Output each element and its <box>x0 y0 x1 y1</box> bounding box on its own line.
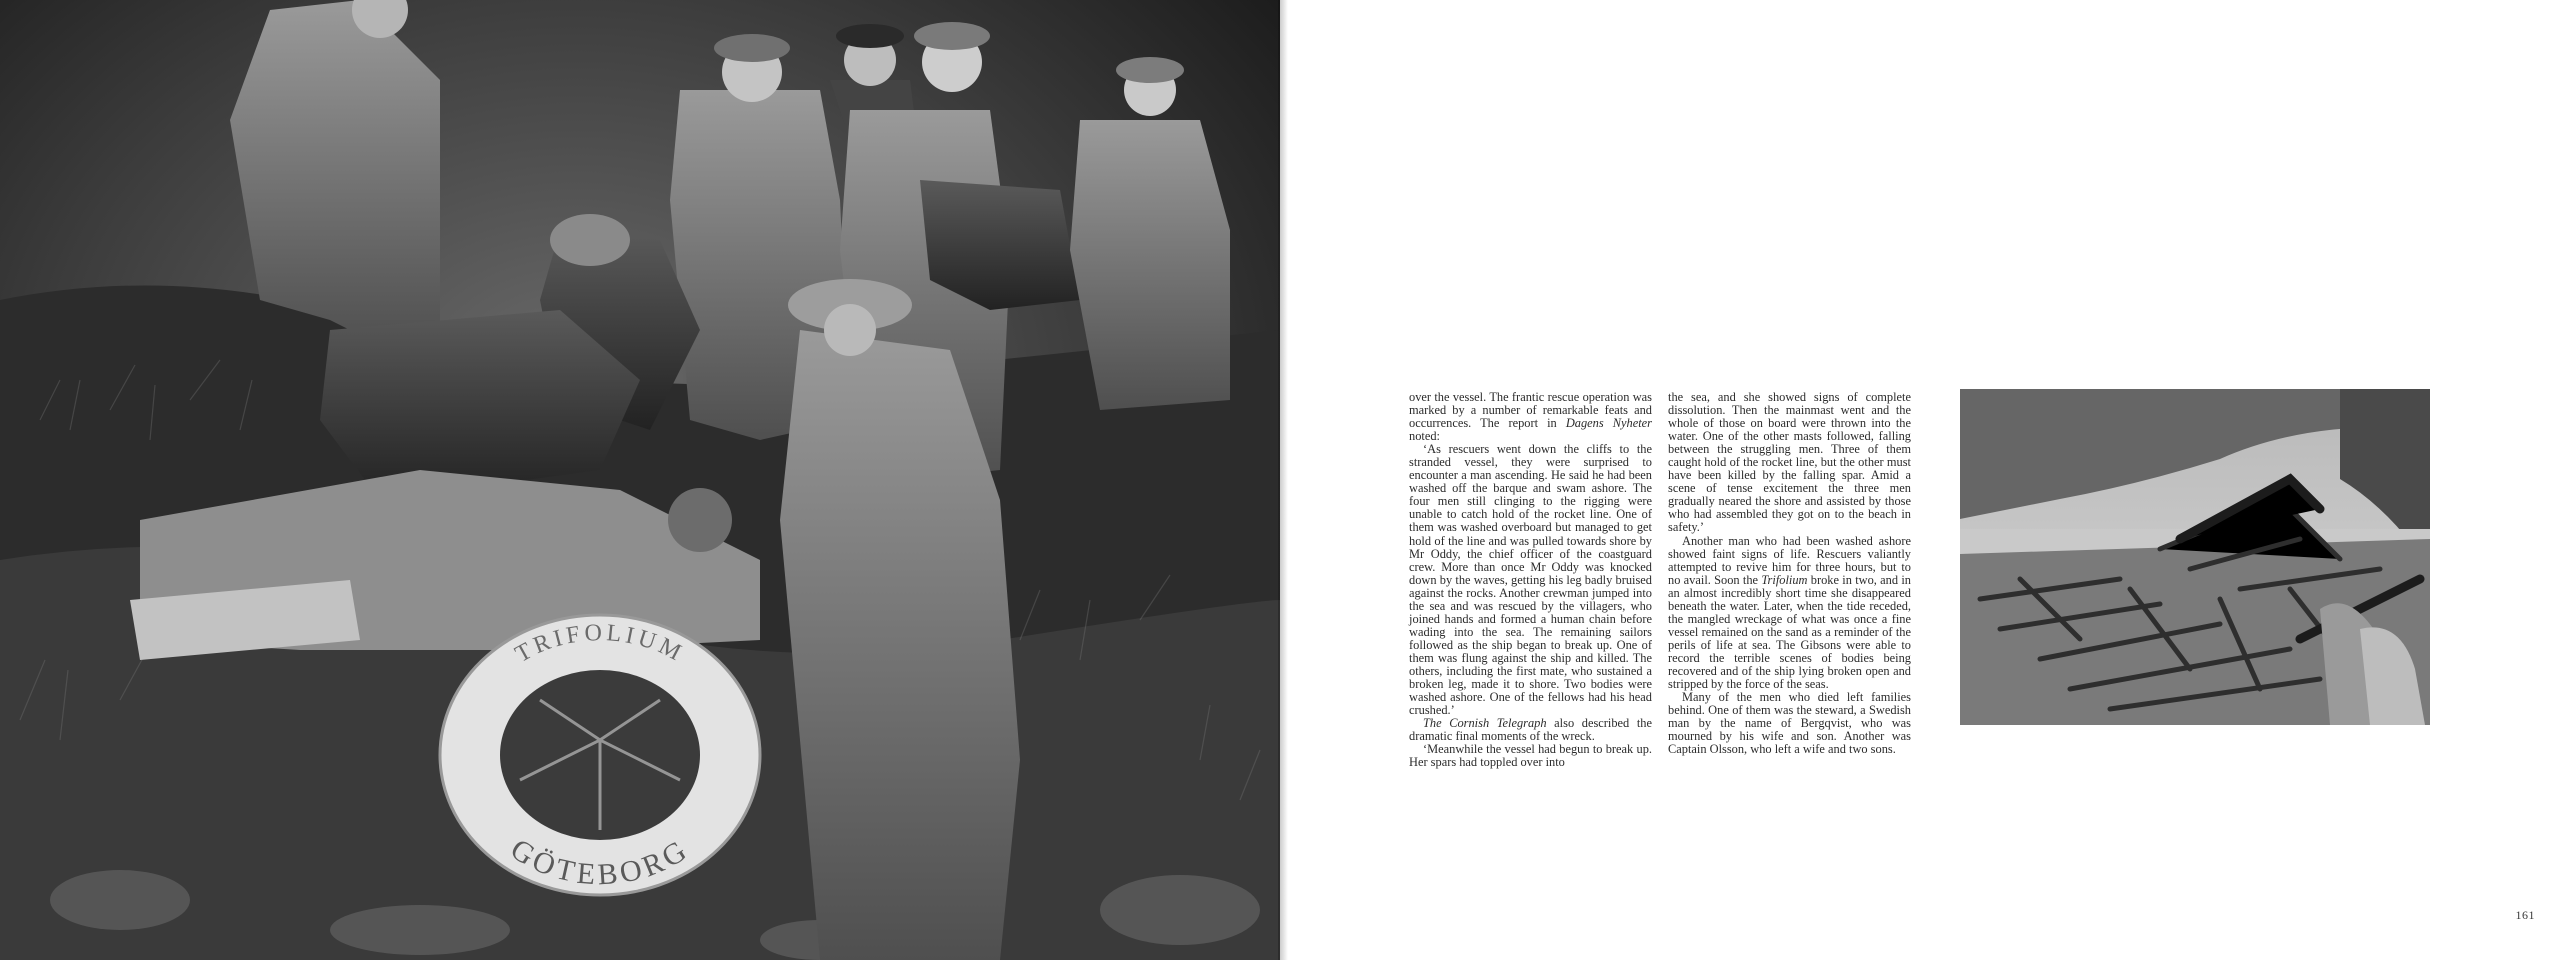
text-column-1 <box>1409 391 1652 769</box>
paragraph: the sea, and she showed signs of complete dissolution. Then the mainmast went and the whole of those on board were thrown into the water. One of the other masts followed, falling between the struggling men. Three of them caught hold of the rocket line, but the other must have been killed by the falling spar. Amid a scene of tense excitement the three men gradually neared the shore and assisted by those who had assembled they got on to the beach in safety.’ <box>1668 390 1911 535</box>
lifebuoy-text-top: TRIFOLIUM <box>511 619 689 668</box>
paragraph: Another man who had been washed ashore showed faint signs of life. Rescuers valiantly attempted to revive him for three hours, but to no avail. Soon the Trifolium broke in two, and in an almost incredibly short time she disappeared beneath the water. Later, when the tide receded, the mangled wreckage of what was once a fine vessel remained on the sand as a reminder of the perils of life at sea. The Gibsons were able to record the terrible scenes of bodies being recovered and of the ship lying broken open and stripped by the force of the seas. <box>1668 533 1911 692</box>
paragraph: ‘As rescuers went down the cliffs to the stranded vessel, they were surprised to encounter a man ascending. He said he had been washed off the barque and swam ashore. The four men still clinging to the rigging were unable to catch hold of the rocket line. One of them was washed overboard but managed to get hold of the line and was pulled towards shore by Mr Oddy, the chief officer of the coastguard crew. More than once Mr Oddy was knocked down by the waves, getting his leg badly bruised against the rocks. Another crewman jumped into the sea and was rescued by the villagers, who joined hands and formed a human chain before wading into the sea. The remaining sailors followed as the ship began to break up. One of them was flung against the ship and killed. The others, including the first mate, who sustained a broken leg, made it to shore. Two bodies were washed ashore. One of the fellows had his head crushed.’ <box>1409 442 1652 718</box>
lifebuoy <box>440 615 760 895</box>
paragraph: over the vessel. The frantic rescue operation was marked by a number of remarkable feats and occurrences. The report in Dagens Nyheter noted: <box>1409 390 1652 444</box>
paragraph: The Cornish Telegraph also described the dramatic final moments of the wreck. <box>1409 716 1652 744</box>
page-number: 161 <box>2515 908 2535 922</box>
lifebuoy-text-bottom: GÖTEBORG <box>504 832 696 892</box>
page-gutter <box>1278 0 1288 960</box>
paragraph: ‘Meanwhile the vessel had begun to break up. Her spars had toppled over into <box>1409 742 1652 770</box>
paragraph: Many of the men who died left families behind. One of them was the steward, a Swedish man by the name of Bergqvist, who was mourned by his wife and son. Another was Captain Olsson, who left a wife and two sons. <box>1668 690 1911 757</box>
text-column-2 <box>1668 391 1911 756</box>
shipwreck-photograph <box>1960 389 2430 725</box>
